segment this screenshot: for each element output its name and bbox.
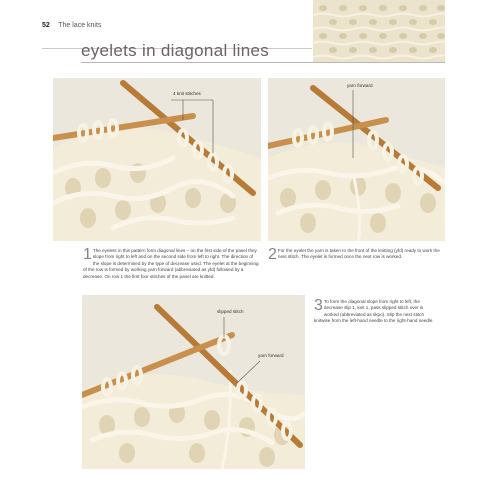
callout-slipped-stitch: slipped stitch: [217, 309, 244, 314]
callout-yarn-forward: yarn forward: [258, 353, 284, 358]
callout-yarn-forward: yarn forward: [347, 83, 373, 88]
step-1-caption: [83, 248, 260, 280]
step-3-caption: [314, 299, 434, 325]
step-2-caption: [268, 248, 445, 261]
step-2-photo: [268, 78, 445, 241]
running-head: The lace knits: [58, 22, 102, 29]
title-divider: [81, 62, 445, 63]
step-text: The eyelets in this pattern form diagonal lines – on the first side of the panel they slope from right to left and on the second side from left to right. The direction of the slope is determined by the type of decrease used. The eyelet at the beginning of the row is formed by working yarn forward (abbreviated as yfd) followed by a decrease. On row 1 the first four stitches of the panel are knitted.: [83, 248, 259, 279]
step-number: 1: [83, 246, 92, 263]
running-header: [42, 14, 312, 30]
step-1-photo: [53, 78, 261, 241]
lace-swatch-photo: [313, 0, 445, 63]
step-number: 2: [268, 246, 277, 263]
step-text: To form the diagonal slope from right to left, the decrease slip 1, knit 1, pass slipped stitch over is worked (abbreviated as skpo). Slip the next stitch knitwise from the left-hand needle to the right-hand needle.: [314, 299, 434, 324]
section-title: eyelets in diagonal lines: [81, 41, 270, 60]
callout-4-knit-stitches: 4 knit stitches: [173, 91, 201, 96]
page-number: 52: [42, 22, 50, 29]
step-text: For the eyelet the yarn is taken to the front of the knitting (yfd) ready to work the next stitch. The eyelet is formed once the next row is worked.: [277, 248, 440, 260]
step-number: 3: [314, 297, 323, 314]
step-3-photo: [82, 295, 305, 469]
